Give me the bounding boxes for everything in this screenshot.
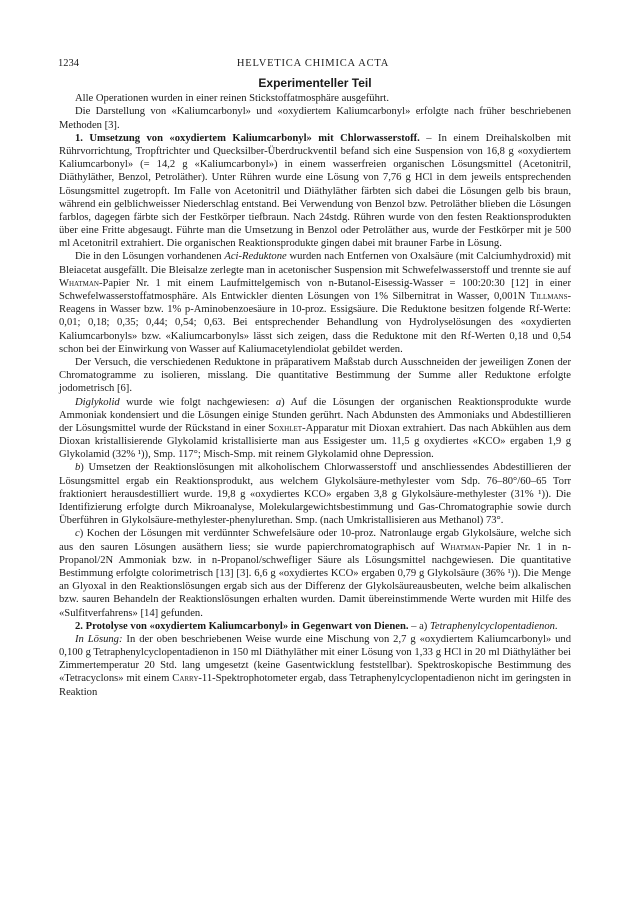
paragraph	[59, 633, 571, 699]
text-run: ) Umsetzen der Reaktionslösungen mit alkoholischem Chlorwasserstoff und anschliessendes Abdestillieren der Lösungsmittel ergab ein Reaktionsprodukt, aus welchem Glykolsäure-methylester vom Sdp. 76–80°/60–65 Torr fraktioniert herausdestilliert wurde. 19,8 g «oxydiertes KCO» ergaben 3,8 g Glykolsäure-methylester (31% ¹)). Die Identifizierung erfolgte durch Mikroanalyse, Molekulargewichtsbestimmung und Gas-Chromatographie sowie durch Überführen in Glykolsäure-methylester-phenylurethan. Smp. (nach Umkristallisieren aus Methanol) 73°.	[59, 462, 571, 527]
text-run: -11-Spektrophotometer ergab, dass Tetraphenylcyclopentadienon nicht im geringsten in Reaktion	[59, 673, 571, 698]
text-run: Tetraphenylcyclopentadienon	[429, 620, 555, 632]
text-run: In der oben beschriebenen Weise wurde eine Mischung von 2,7 g «oxydiertem Kaliumcarbonyl» und 0,100 g Tetraphenylcyclopentadienon in 150 ml Diäthyläther mit einer Lösung von 1,33 g HCl in 20 ml Diäthyläther bei Zimmertemperatur 20 Std. lang umgesetzt (keine Gasentwicklung feststellbar). Spektroskopische Bestimmung des «Tetracyclons» mit einem	[59, 633, 572, 685]
text-run: b	[75, 462, 81, 474]
paragraph	[59, 250, 571, 356]
section-heading: Experimenteller Teil	[258, 76, 372, 90]
paragraph	[59, 396, 571, 462]
text-run: -Papier Nr. 1 in n-Propanol/2N Ammoniak bzw. in n-Propanol/schwefliger Säure als Lösungsmittel nachgewiesen. Die quantitative Bestimmung erfolgte colorimetrisch [13] [3]. 6,6 g «oxydiertes KCO» ergaben 0,79 g Glykolsäure (36% ¹)). Die Menge an Glyoxal in den Reaktionslösungen ergab sich aus der Differenz der Glykolsäureausbeuten, welche beim alkalischen bzw. sauren Behandeln der Reaktionslösungen erhalten wurden. Damit übereinstimmende Werte wurden mit Hilfe des «Sulfitverfahrens» [14] gefunden.	[59, 541, 571, 619]
page-number: 1234	[58, 58, 79, 69]
article-body	[59, 77, 571, 699]
text-run: Soxhlet	[268, 422, 303, 434]
text-run: -Apparatur mit Dioxan extrahiert. Das nach Abkühlen aus dem Dioxan kristallisierende Glykolamid kristallisierte man aus Essigester um. 11,5 g oxydiertes «KCO» ergaben 1,9 g Glykolamid (32% ¹)), Smp. 117°; Misch-Smp. mit reinem Glykolamid ohne Depression.	[59, 422, 571, 461]
text-run: Die Darstellung von «Kaliumcarbonyl» und «oxydiertem Kaliumcarbonyl» erfolgte nach früher beschriebenen Methoden [3].	[59, 106, 571, 131]
paragraph	[59, 461, 571, 527]
running-header	[58, 58, 568, 72]
text-run: c	[75, 528, 80, 540]
text-run: Die in den Lösungen vorhandenen	[75, 251, 225, 263]
text-run: -Reagens in Wasser bzw. 1% p-Aminobenzoesäure in 10-proz. Essigsäure. Die Reduktone besitzen folgende Rf-Werte: 0,01; 0,18; 0,35; 0,44; 0,54; 0,63. Bei entsprechender Behandlung von Hydrolyselösungen des «oxydierten Kaliumcarbonyls» bzw. «Kaliumcarbonyls» lässt sich zeigen, dass die Reduktone mit den Rf-Werten 0,18 und 0,54 schon bei der Einwirkung von Wasser auf Kaliumacetylendiolat gebildet werden.	[59, 291, 571, 355]
text-run: Aci-Reduktone	[224, 251, 287, 263]
text-run: wurde wie folgt nachgewiesen:	[119, 396, 276, 408]
text-run: 2. Protolyse von «oxydiertem Kaliumcarbonyl» in Gegenwart von Dienen.	[75, 620, 409, 632]
text-run: Tillmans	[529, 291, 568, 302]
text-run: – In einem Dreihalskolben mit Rührvorrichtung, Tropftrichter und Quecksilber-Überdruckventil befand sich eine Suspension von 16,8 g «oxydiertem Kaliumcarbonyl» (= 14,2 g «Kaliumcarbonyl») in einem wasserfreien organischen Lösungsmittel (Acetonitril, Diäthyläther, Benzol, Petroläther). Unter Rühren wurde eine Lösung von 7,76 g HCl in dem jeweils entsprechenden Lösungsmittel zugetropft. Im Falle von Acetonitril und Diäthyläther färbten sich dabei die Lösungen gelb bis braun, während ein gelblichweisser Niederschlag entstand. Bei Verwendung von Benzol bzw. Petroläther blieben die Lösungen farblos, dagegen färbte sich der Festkörper tiefbraun. Nach 24stdg. Rühren wurde von den festen Reaktionsprodukten über eine Fritte abgesaugt. Führte man die Umsetzung in Benzol oder Petroläther aus, wurde der Festkörper mit je 500 ml Acetonitril extrahiert. Die organischen Reaktionsprodukte gingen dabei mit brauner Farbe in Lösung.	[59, 132, 571, 250]
text-run: – a)	[408, 620, 430, 632]
text-run: Der Versuch, die verschiedenen Reduktone in präparativem Maßstab durch Ausschneiden der jeweiligen Zonen der Chromatogramme zu isolieren, misslang. Die quantitative Bestimmung der Summe aller Reduktone erfolgte jodometrisch [6].	[59, 356, 571, 395]
paragraph	[59, 92, 571, 105]
text-run: wurden nach Entfernen von Oxalsäure (mit Calciumhydroxid) mit Bleiacetat ausgefällt. Die Bleisalze zerlegte man in acetonischer Suspension mit Schwefelwasserstoff und trennte sie auf	[59, 251, 571, 276]
text-run: Diglykolid	[75, 396, 120, 408]
text-run: 1. Umsetzung von «oxydiertem Kaliumcarbonyl» mit Chlorwasserstoff.	[75, 132, 420, 144]
paragraph	[59, 132, 571, 251]
paragraph	[59, 105, 571, 131]
journal-title: HELVETICA CHIMICA ACTA	[236, 58, 390, 69]
text-run: Alle Operationen wurden in einer reinen Stickstoffatmosphäre ausgeführt.	[75, 93, 389, 105]
paragraph	[59, 527, 571, 619]
text-run: ) Kochen der Lösungen mit verdünnter Schwefelsäure oder 10-proz. Natronlauge ergab Glykolsäure, welche sich aus den sauren Lösungen ausäthern liess; sie wurde papierchromatographisch auf	[59, 528, 571, 553]
text-run: Carry	[172, 673, 199, 685]
text-run: a	[275, 396, 282, 408]
text-run: In Lösung:	[75, 633, 123, 645]
text-run: -Papier Nr. 1 mit einem Laufmittelgemisch von n-Butanol-Eisessig-Wasser = 100:20:30 [12] in einer Schwefelwasserstoffatmosphäre. Als Entwickler dienten Lösungen von 1% Silbernitrat in Wasser, 0,001N	[59, 277, 571, 302]
paragraph	[59, 356, 571, 396]
text-run: Whatman	[440, 541, 481, 553]
text-run: ) Auf die Lösungen der organischen Reaktionsprodukte wurde Ammoniak kondensiert und die Lösungen einige Stunden gerührt. Nach Abdunsten des Ammoniaks und Abdestillieren der Lösungsmittel wurde der Rückstand in einer	[59, 396, 571, 434]
text-run: .	[554, 620, 558, 632]
paragraph	[59, 620, 571, 633]
text-run: Whatman	[59, 277, 99, 289]
